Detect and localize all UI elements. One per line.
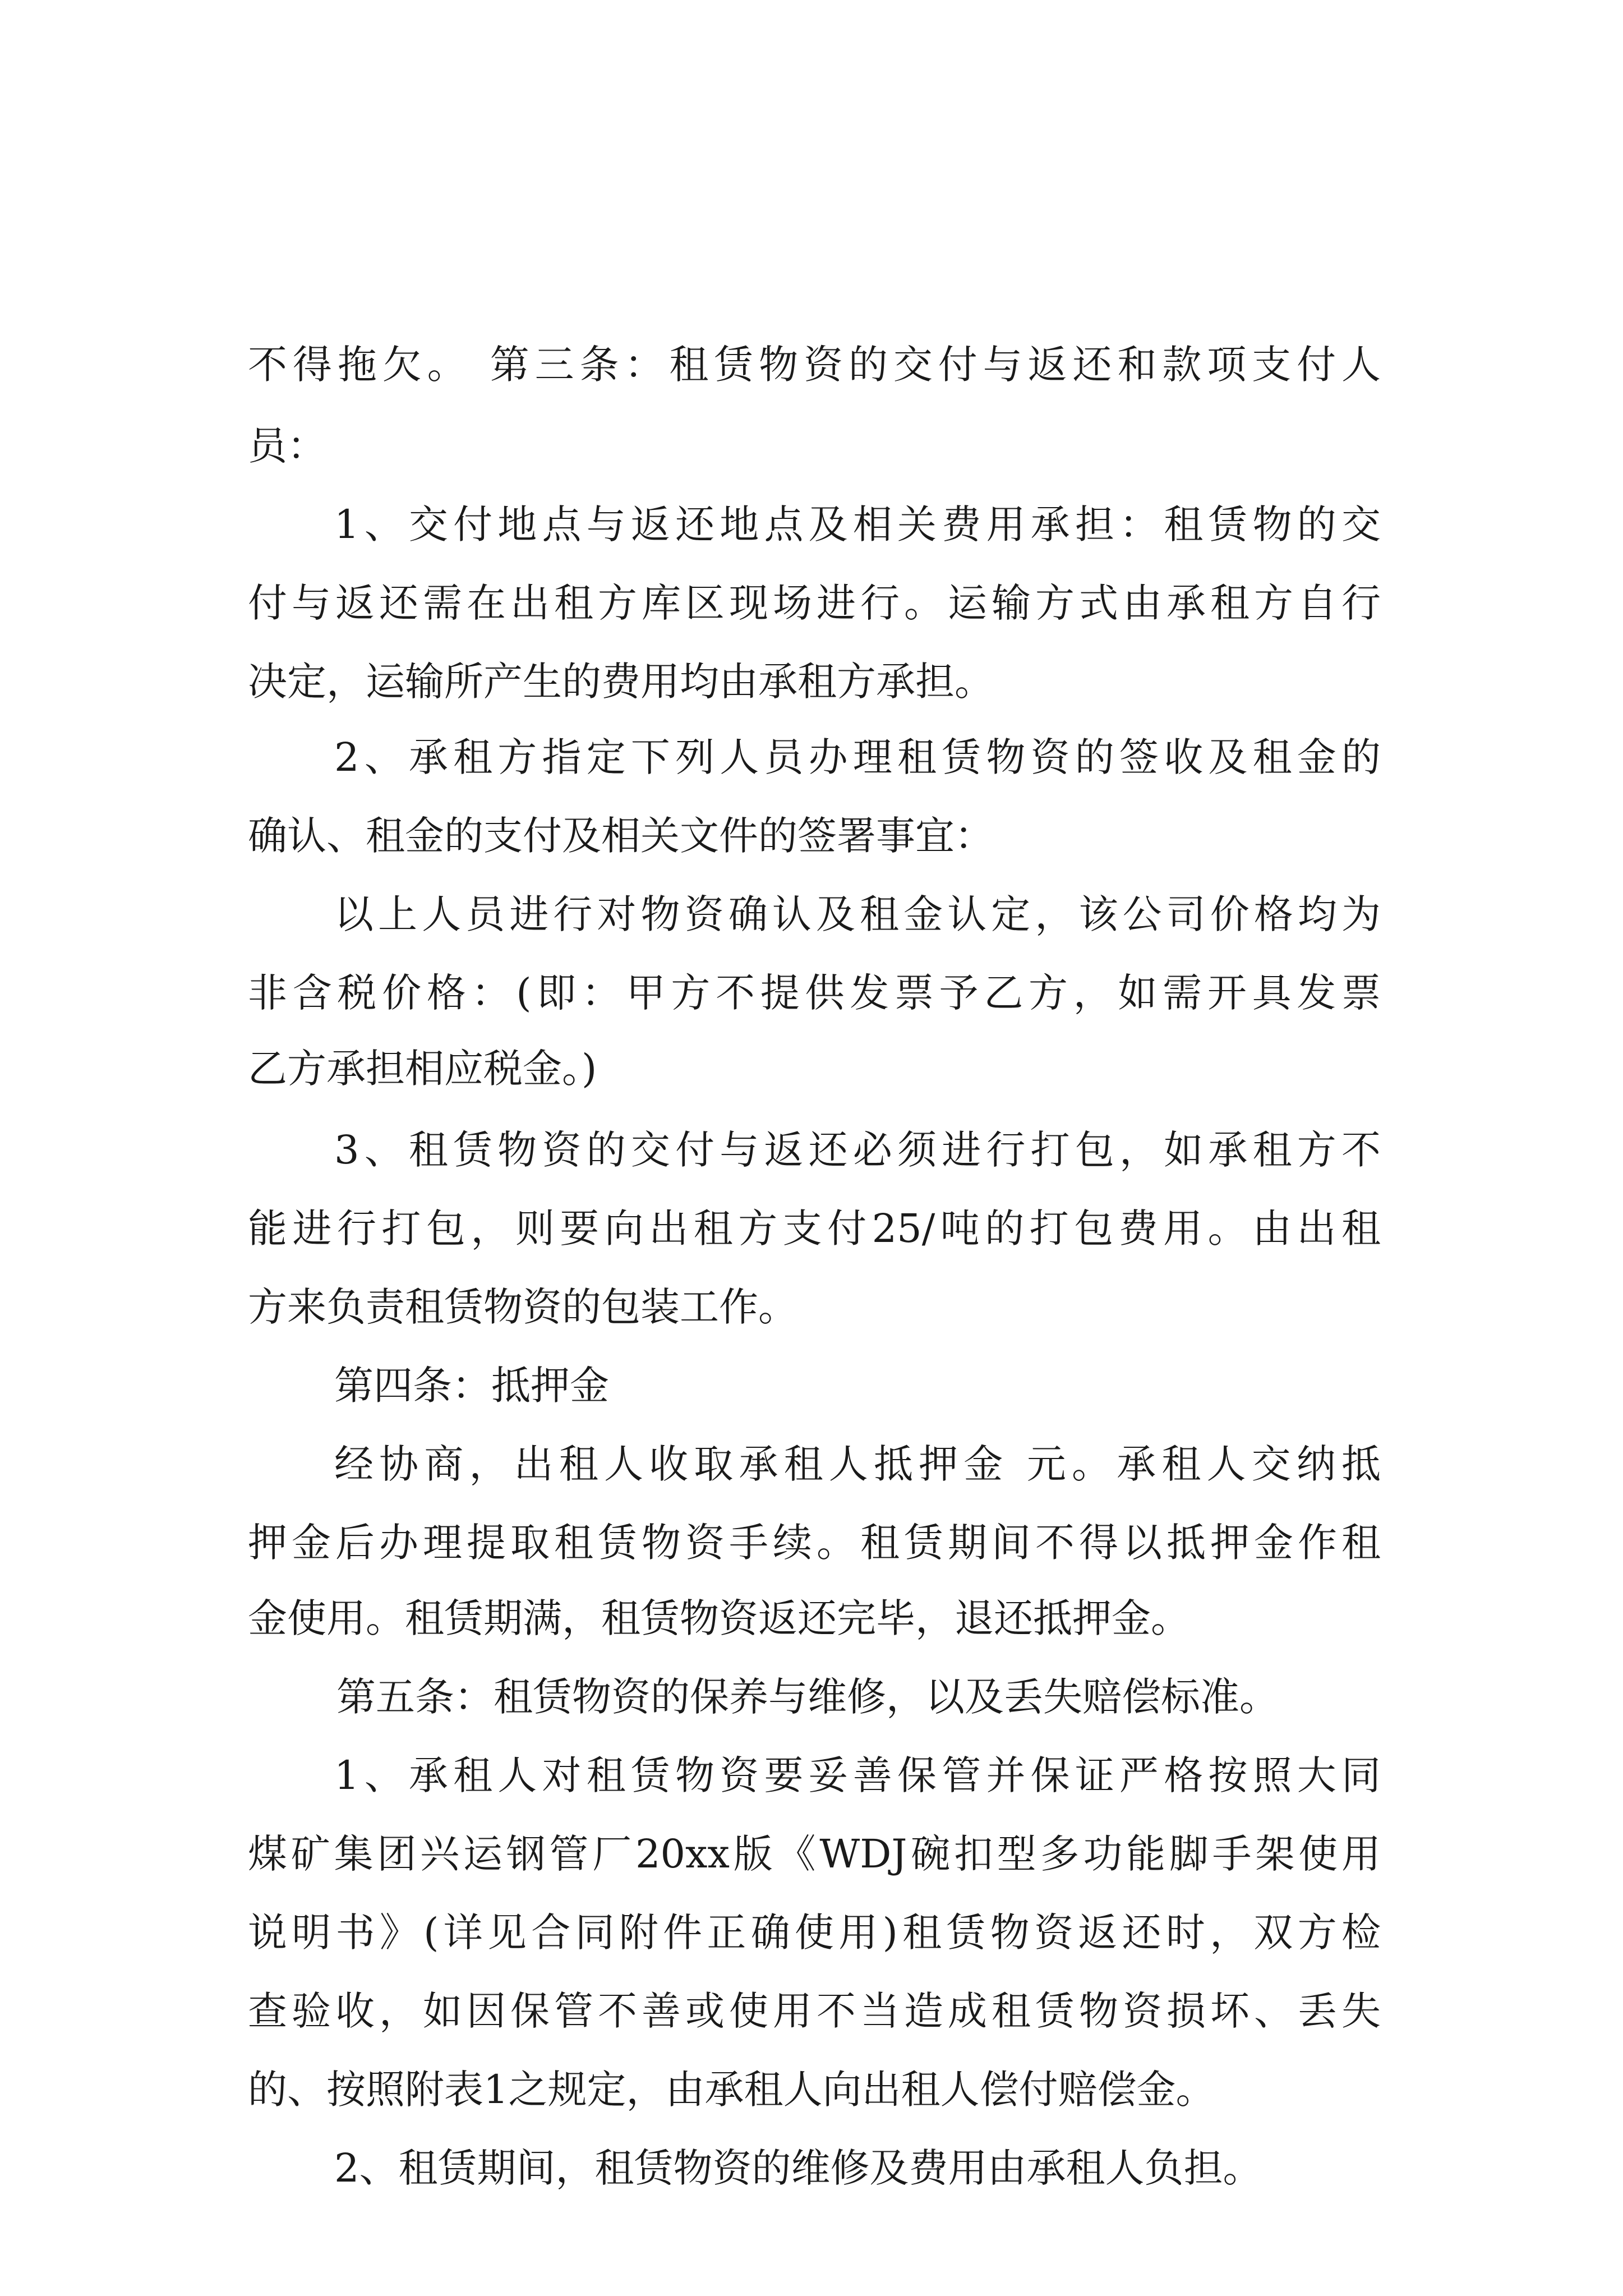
paragraph-text: 不得拖欠。 第三条：租赁物资的交付与返还和款项支付人 [248, 342, 1381, 388]
paragraph-text: 决定，运输所产生的费用均由承租方承担。 [248, 659, 994, 705]
paragraph-text: 金使用。租赁期满，租赁物资返还完毕，退还抵押金。 [248, 1595, 1190, 1641]
paragraph-text: 煤矿集团兴运钢管厂20xx版《WDJ碗扣型多功能脚手架使用 [248, 1831, 1381, 1877]
text-line [0, 210, 1623, 388]
paragraph-text: 方来负责租赁物资的包装工作。 [248, 1284, 797, 1330]
paragraph-text: 的、按照附表1之规定，由承租人向出租人偿付赔偿金。 [248, 2067, 1215, 2113]
paragraph-text: 1、交付地点与返还地点及相关费用承担：租赁物的交 [334, 501, 1381, 547]
paragraph-text: 确认、租金的支付及相关文件的签署事宜： [248, 813, 994, 859]
section-heading: 第四条：抵押金 [334, 1363, 609, 1409]
paragraph-text: 查验收，如因保管不善或使用不当造成租赁物资损坏、丢失 [248, 1988, 1381, 2034]
paragraph-text: 2、承租方指定下列人员办理租赁物资的签收及租金的 [334, 734, 1381, 780]
paragraph-text: 以上人员进行对物资确认及租金认定，该公司价格均为 [334, 891, 1381, 937]
paragraph-text: 能进行打包，则要向出租方支付25/吨的打包费用。由出租 [248, 1205, 1381, 1251]
paragraph-text: 付与返还需在出租方库区现场进行。运输方式由承租方自行 [248, 580, 1381, 626]
paragraph-text: 2、租赁期间，租赁物资的维修及费用由承租人负担。 [334, 2145, 1262, 2191]
paragraph-text: 乙方承担相应税金。) [248, 1046, 597, 1092]
paragraph-text: 员： [248, 423, 326, 469]
paragraph-text: 非含税价格：(即：甲方不提供发票予乙方，如需开具发票 [248, 970, 1381, 1016]
paragraph-text: 1、承租人对租赁物资要妥善保管并保证严格按照大同 [334, 1752, 1381, 1798]
section-heading: 第五条：租赁物资的保养与维修，以及丢失赔偿标准。 [336, 1674, 1279, 1720]
paragraph-text: 经协商，出租人收取承租人抵押金 元。承租人交纳抵 [334, 1441, 1381, 1487]
paragraph-text: 说明书》(详见合同附件正确使用)租赁物资返还时，双方检 [248, 1910, 1381, 1955]
paragraph-text: 3、租赁物资的交付与返还必须进行打包，如承租方不 [334, 1127, 1381, 1173]
paragraph-text: 押金后办理提取租赁物资手续。租赁期间不得以抵押金作租 [248, 1520, 1381, 1566]
text-line [0, 370, 1623, 547]
